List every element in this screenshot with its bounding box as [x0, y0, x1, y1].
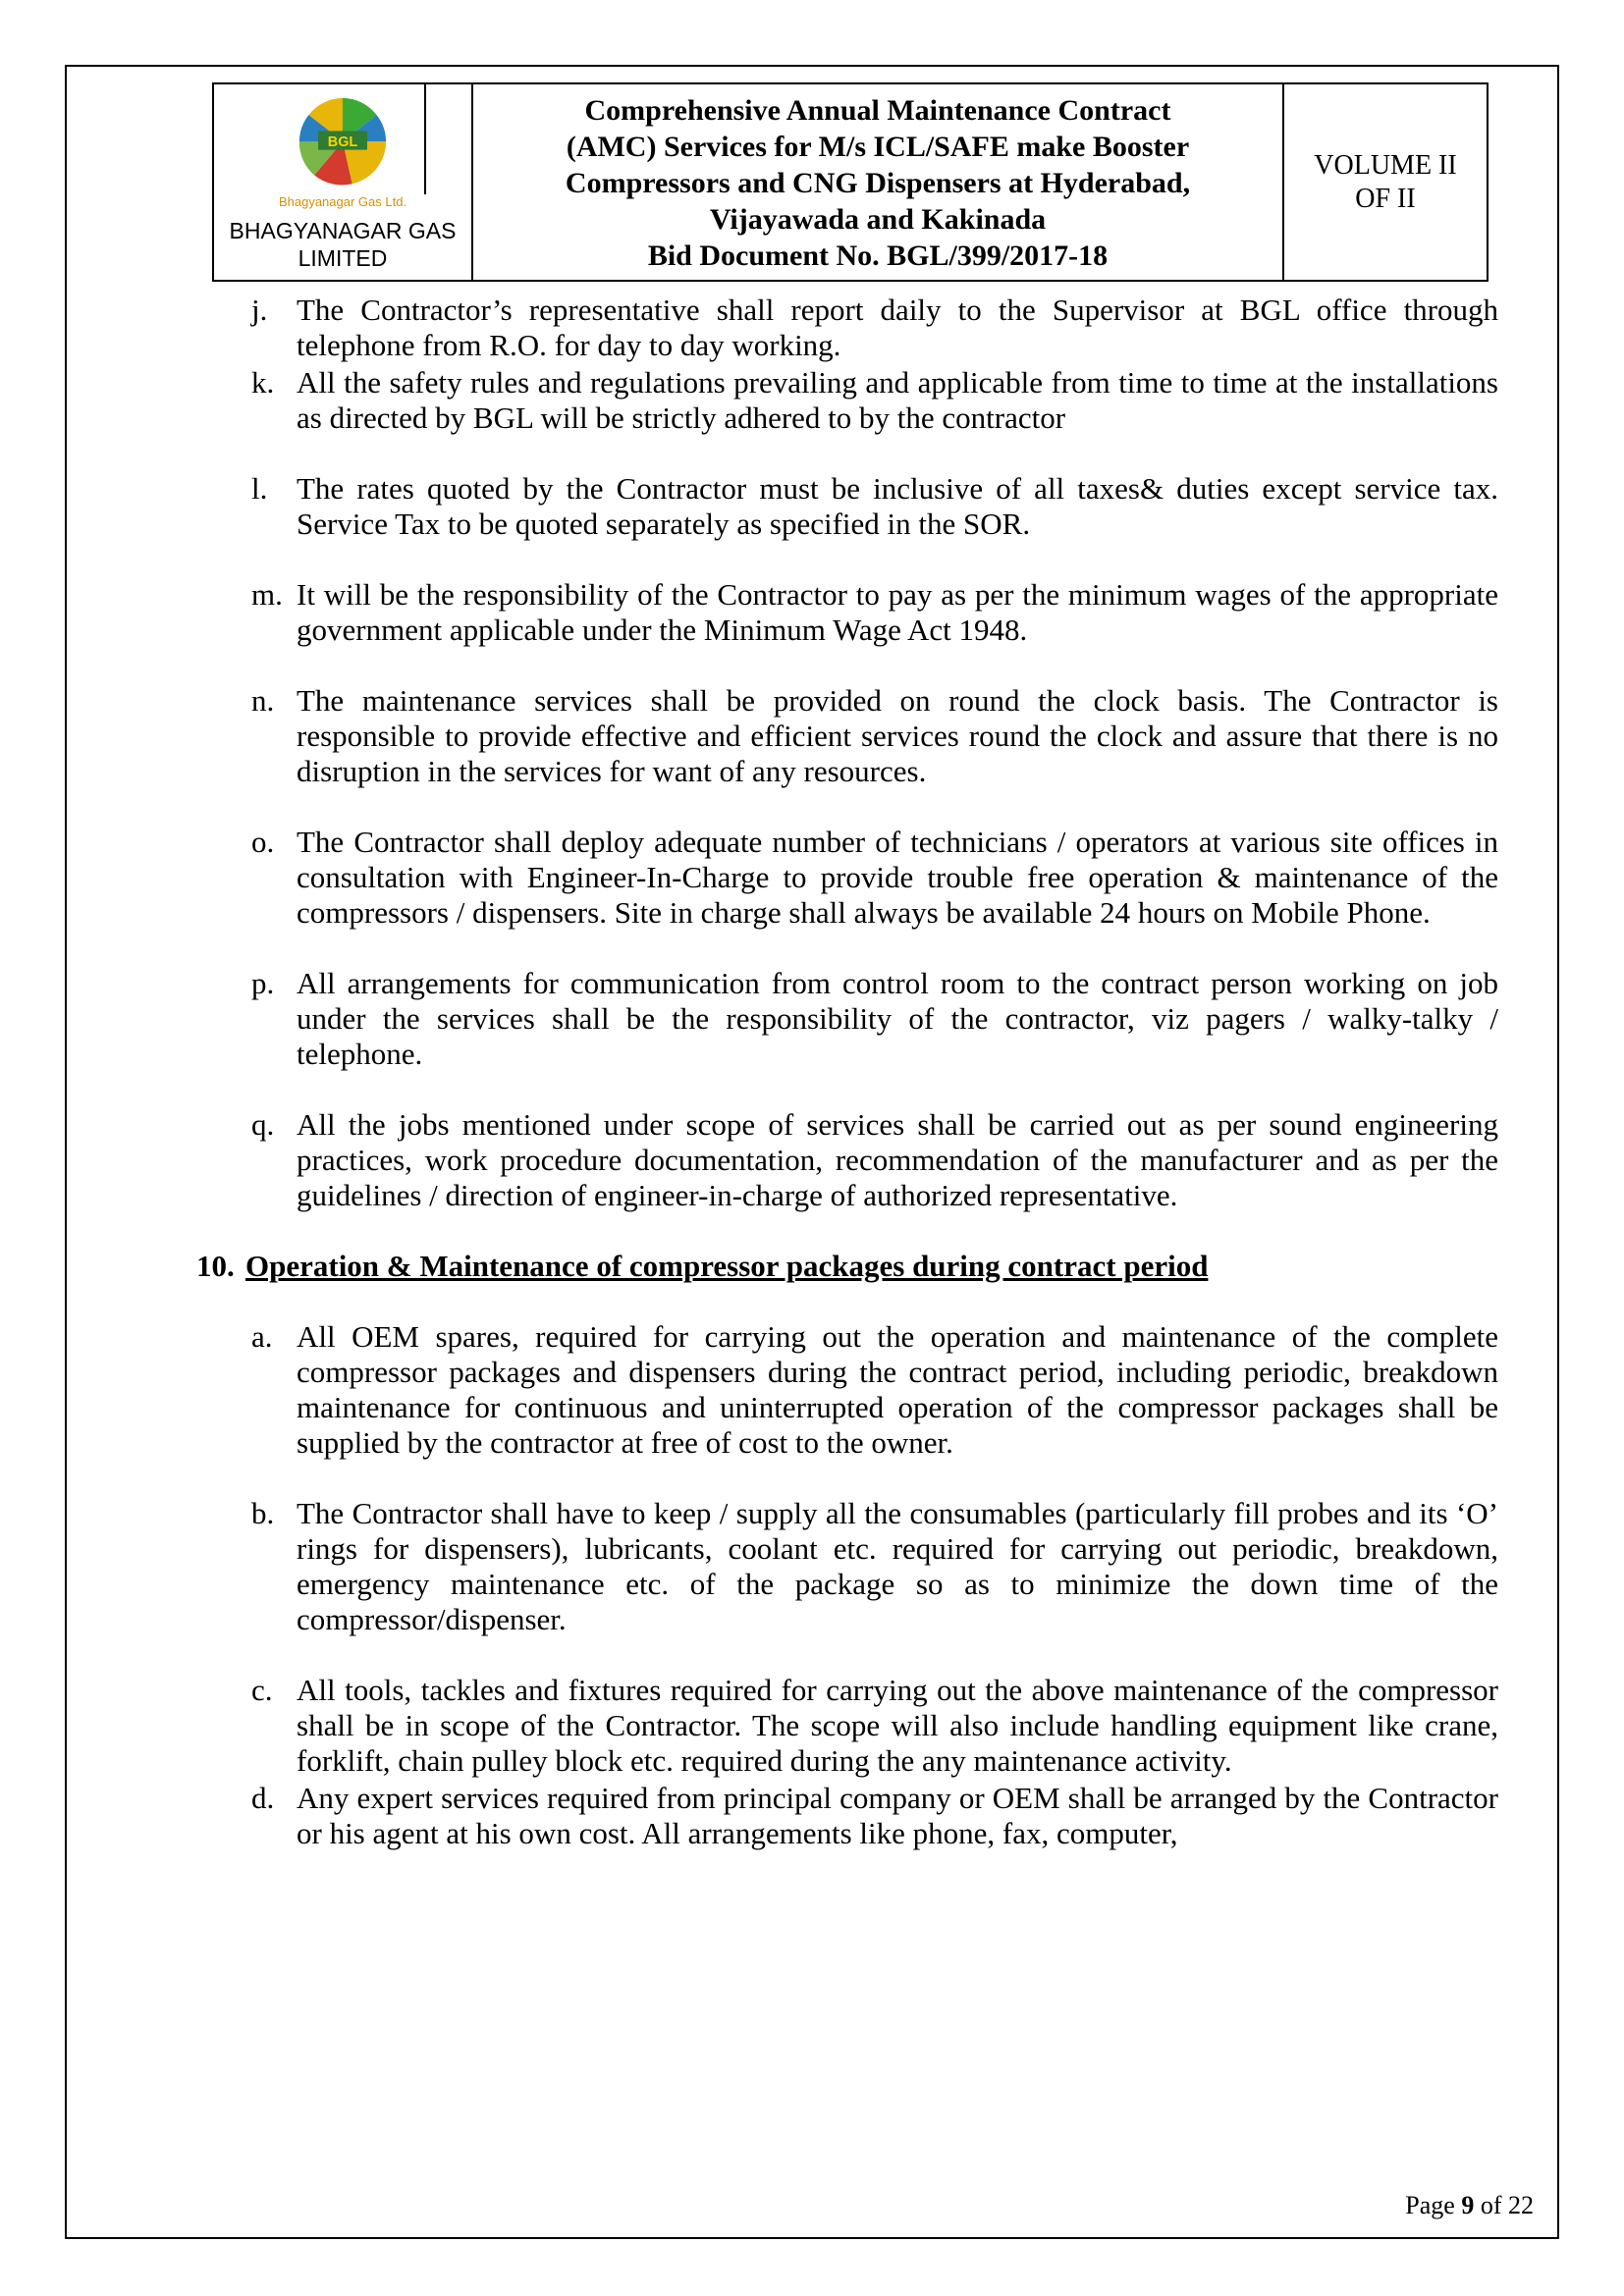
list-item-b	[212, 1496, 1498, 1637]
org-name-line1: BHAGYANAGAR GAS	[229, 218, 457, 243]
list-item-text: The Contractor shall deploy adequate number of technicians / operators at various site offices in consultation with Engineer-In-Charge to provide trouble free operation & maintenance of the compressors / dispensers. Site in charge shall always be available 24 hours on Mobile Phone.	[297, 825, 1498, 930]
list-item-text: All tools, tackles and fixtures required for carrying out the above maintenance of the compressor shall be in scope of the Contractor. The scope will also include handling equipment like crane, forklift, chain pulley block etc. required during the any maintenance activity.	[297, 1673, 1498, 1778]
footer-suffix: of 22	[1474, 2191, 1534, 2219]
list-item-label: b.	[251, 1496, 275, 1530]
bgl-logo	[279, 94, 406, 209]
list-item-k	[212, 365, 1498, 436]
list-item-text: All OEM spares, required for carrying out the operation and maintenance of the complete compressor packages and dispensers during the contract period, including periodic, breakdown maintenance for continuous and uninterrupted operation of the compressor packages shall be supplied by the contractor at free of cost to the owner.	[297, 1319, 1498, 1460]
list-item-l	[212, 471, 1498, 542]
org-name	[218, 217, 467, 272]
list-item-d	[212, 1781, 1498, 1851]
list-item-a	[212, 1319, 1498, 1461]
volume-line-2: OF II	[1355, 183, 1416, 214]
list-item-label: o.	[251, 825, 275, 859]
list-item-j	[212, 293, 1498, 363]
title-line-2: (AMC) Services for M/s ICL/SAFE make Booster	[566, 131, 1190, 163]
volume-label	[1284, 84, 1487, 280]
list-item-label: n.	[251, 683, 275, 718]
header-table	[212, 82, 1489, 282]
list-item-text: The maintenance services shall be provided on round the clock basis. The Contractor is responsible to provide effective and efficient services round the clock and assure that there is no disruption in the services for want of any resources.	[297, 683, 1498, 788]
list-item-label: j.	[251, 293, 268, 327]
logo-tagline: Bhagyanagar Gas Ltd.	[278, 194, 407, 209]
list-item-label: m.	[251, 577, 283, 612]
list-item-text: The rates quoted by the Contractor must be inclusive of all taxes& duties except service tax. Service Tax to be quoted separately as specified in the SOR.	[297, 471, 1498, 541]
list-item-text: The Contractor’s representative shall report daily to the Supervisor at BGL office through telephone from R.O. for day to day working.	[297, 293, 1498, 362]
list-item-label: q.	[251, 1107, 275, 1142]
list-item-q	[212, 1107, 1498, 1213]
list-item-text: All the safety rules and regulations prevailing and applicable from time to time at the installations as directed by BGL will be strictly adhered to by the contractor	[297, 365, 1498, 435]
volume-line-1: VOLUME II	[1314, 149, 1457, 181]
list-item-text: All the jobs mentioned under scope of services shall be carried out as per sound engineering practices, work procedure documentation, recommendation of the manufacturer and as per the guidelines / direction of engineer-in-charge of authorized representative.	[297, 1107, 1498, 1212]
list-item-text: It will be the responsibility of the Contractor to pay as per the minimum wages of the appropriate government applicable under the Minimum Wage Act 1948.	[297, 577, 1498, 647]
footer-prefix: Page	[1405, 2191, 1462, 2219]
list-item-text: All arrangements for communication from control room to the contract person working on job under the services shall be the responsibility of the contractor, viz pagers / walky-talky / telephone.	[297, 966, 1498, 1071]
document-title	[473, 84, 1284, 280]
document-body	[196, 293, 1498, 1851]
bgl-logo-icon	[296, 94, 390, 188]
bid-doc-number: Bid Document No. BGL/399/2017-18	[647, 240, 1109, 272]
section-number: 10.	[196, 1249, 235, 1283]
list-item-c	[212, 1673, 1498, 1779]
list-item-label: k.	[251, 365, 275, 400]
list-item-label: a.	[251, 1319, 273, 1354]
header-cell-divider	[424, 84, 426, 194]
list-item-label: d.	[251, 1781, 275, 1815]
list-item-n	[212, 683, 1498, 789]
title-line-4: Vijayawada and Kakinada	[709, 203, 1047, 236]
logo-monogram: BGL	[327, 133, 358, 150]
page-footer	[1405, 2191, 1534, 2220]
logo-cell	[214, 84, 473, 280]
title-line-1: Comprehensive Annual Maintenance Contract	[584, 94, 1171, 127]
list-item-p	[212, 966, 1498, 1072]
list-item-text: Any expert services required from principal company or OEM shall be arranged by the Contractor or his agent at his own cost. All arrangements like phone, fax, computer,	[297, 1781, 1498, 1850]
title-line-3: Compressors and CNG Dispensers at Hyderabad,	[565, 167, 1191, 199]
section-title: Operation & Maintenance of compressor packages during contract period	[245, 1249, 1209, 1283]
section-heading	[196, 1249, 1498, 1284]
org-name-line2: LIMITED	[298, 245, 388, 271]
list-item-m	[212, 577, 1498, 648]
list-item-label: l.	[251, 471, 268, 506]
list-item-text: The Contractor shall have to keep / supply all the consumables (particularly fill probes and its ‘O’ rings for dispensers), lubricants, coolant etc. required for carrying out periodic, breakdown, emergency maintenance etc. of the package so as to minimize the down time of the compressor/dispenser.	[297, 1496, 1498, 1636]
list-item-label: c.	[251, 1673, 273, 1707]
footer-page-number: 9	[1461, 2191, 1475, 2219]
list-item-o	[212, 825, 1498, 931]
list-item-label: p.	[251, 966, 275, 1000]
